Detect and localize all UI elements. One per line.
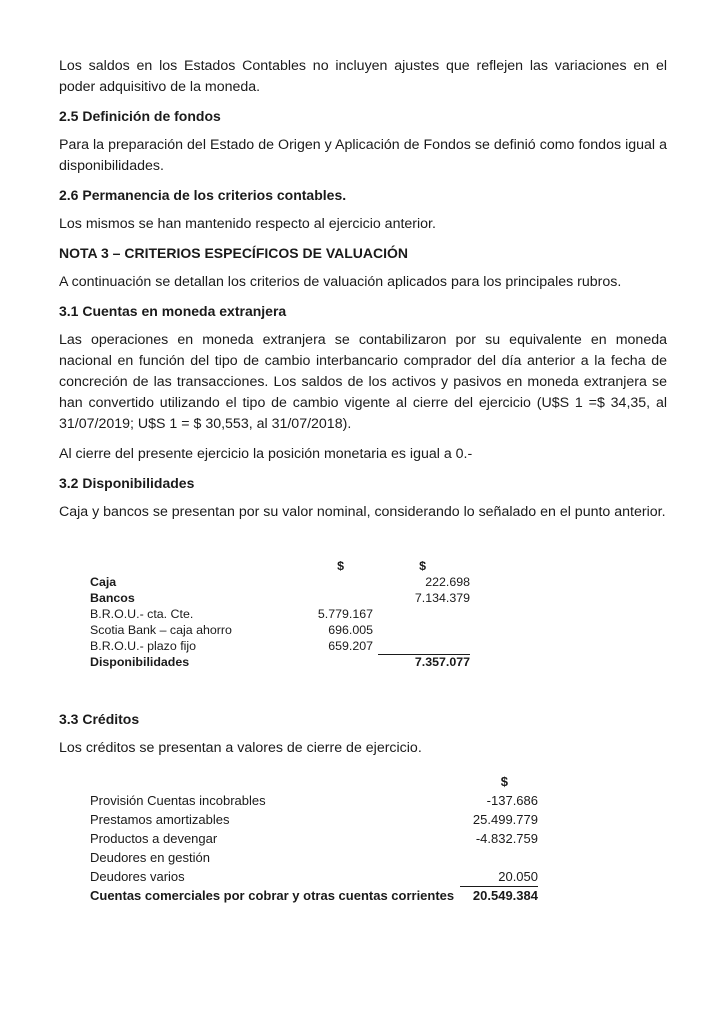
paragraph-2-6: Los mismos se han mantenido respecto al ejercicio anterior. <box>59 216 436 232</box>
table-row <box>90 606 470 622</box>
row-value-scotia: 696.005 <box>328 623 373 637</box>
heading-3-3: 3.3 Créditos <box>59 711 140 727</box>
row-value-disponibilidades: 7.357.077 <box>414 655 470 669</box>
row-value-brou-cte: 5.779.167 <box>317 607 373 621</box>
table-row <box>90 590 470 606</box>
paragraph-2-5: Para la preparación del Estado de Origen y Aplicación de Fondos se definió como fondos igual a disponibilidades. <box>59 137 667 174</box>
paragraph-ajustes: Los saldos en los Estados Contables no incluyen ajustes que reflejen las variaciones en el poder adquisitivo de la moneda. <box>59 58 667 95</box>
table-row <box>90 791 538 810</box>
row-value-productos: -4.832.759 <box>475 831 538 846</box>
creditos-table <box>90 772 538 905</box>
row-label-deudores-gestion: Deudores en gestión <box>90 850 210 865</box>
column-header-currency-1: $ <box>337 559 344 573</box>
table-total-row <box>90 886 538 905</box>
paragraph-3-1-posicion: Al cierre del presente ejercicio la posición monetaria es igual a 0.- <box>59 446 473 462</box>
table-header-row <box>90 772 538 791</box>
paragraph-3-1: Las operaciones en moneda extranjera se contabilizaron por su equivalente en moneda nacional en función del tipo de cambio interbancario comprador del día anterior a la fecha de concreción de las transacciones. Los saldos de los activos y pasivos en moneda extranjera se han convertido utilizando el tipo de cambio vigente al cierre del ejercicio (U$S 1 =$ 34,35, al 31/07/2019; U$S 1 = $ 30,553, al 31/07/2018). <box>59 332 667 432</box>
row-label-brou-plazo-fijo: B.R.O.U.- plazo fijo <box>90 639 197 653</box>
table-row <box>90 638 470 654</box>
row-label-provision: Provisión Cuentas incobrables <box>90 793 266 808</box>
table-row <box>90 810 538 829</box>
row-value-bancos: 7.134.379 <box>414 591 470 605</box>
row-label-cuentas-comerciales: Cuentas comerciales por cobrar y otras cuentas corrientes <box>90 888 455 903</box>
row-value-deudores-varios: 20.050 <box>498 869 538 884</box>
paragraph-3-3: Los créditos se presentan a valores de cierre de ejercicio. <box>59 740 422 756</box>
row-label-bancos: Bancos <box>90 591 135 605</box>
table-row <box>90 848 538 867</box>
row-label-scotia: Scotia Bank – caja ahorro <box>90 623 232 637</box>
row-label-disponibilidades: Disponibilidades <box>90 655 190 669</box>
row-value-cuentas-comerciales: 20.549.384 <box>472 888 538 903</box>
table-row <box>90 574 470 590</box>
heading-2-6: 2.6 Permanencia de los criterios contables. <box>59 187 347 203</box>
column-header-currency-2: $ <box>419 559 426 573</box>
column-header-currency: $ <box>500 774 508 789</box>
row-value-brou-plazo-fijo: 659.207 <box>328 639 373 653</box>
row-label-deudores-varios: Deudores varios <box>90 869 185 884</box>
row-value-prestamos: 25.499.779 <box>472 812 538 827</box>
document-page <box>59 56 667 532</box>
heading-3-1: 3.1 Cuentas en moneda extranjera <box>59 303 287 319</box>
row-value-caja: 222.698 <box>425 575 470 589</box>
row-label-productos: Productos a devengar <box>90 831 218 846</box>
table-total-row <box>90 654 470 670</box>
row-label-brou-cte: B.R.O.U.- cta. Cte. <box>90 607 194 621</box>
table-row <box>90 622 470 638</box>
row-label-prestamos: Prestamos amortizables <box>90 812 230 827</box>
paragraph-nota-3: A continuación se detallan los criterios de valuación aplicados para los principales rubros. <box>59 274 622 290</box>
heading-2-5: 2.5 Definición de fondos <box>59 108 221 124</box>
disponibilidades-table <box>90 558 470 670</box>
table-row <box>90 829 538 848</box>
table-row <box>90 867 538 886</box>
paragraph-3-2: Caja y bancos se presentan por su valor nominal, considerando lo señalado en el punto anterior. <box>59 504 666 520</box>
heading-3-2: 3.2 Disponibilidades <box>59 475 195 491</box>
row-value-provision: -137.686 <box>486 793 538 808</box>
heading-nota-3: NOTA 3 – CRITERIOS ESPECÍFICOS DE VALUACIÓN <box>59 245 409 261</box>
table-header-row <box>90 558 470 574</box>
row-label-caja: Caja <box>90 575 117 589</box>
